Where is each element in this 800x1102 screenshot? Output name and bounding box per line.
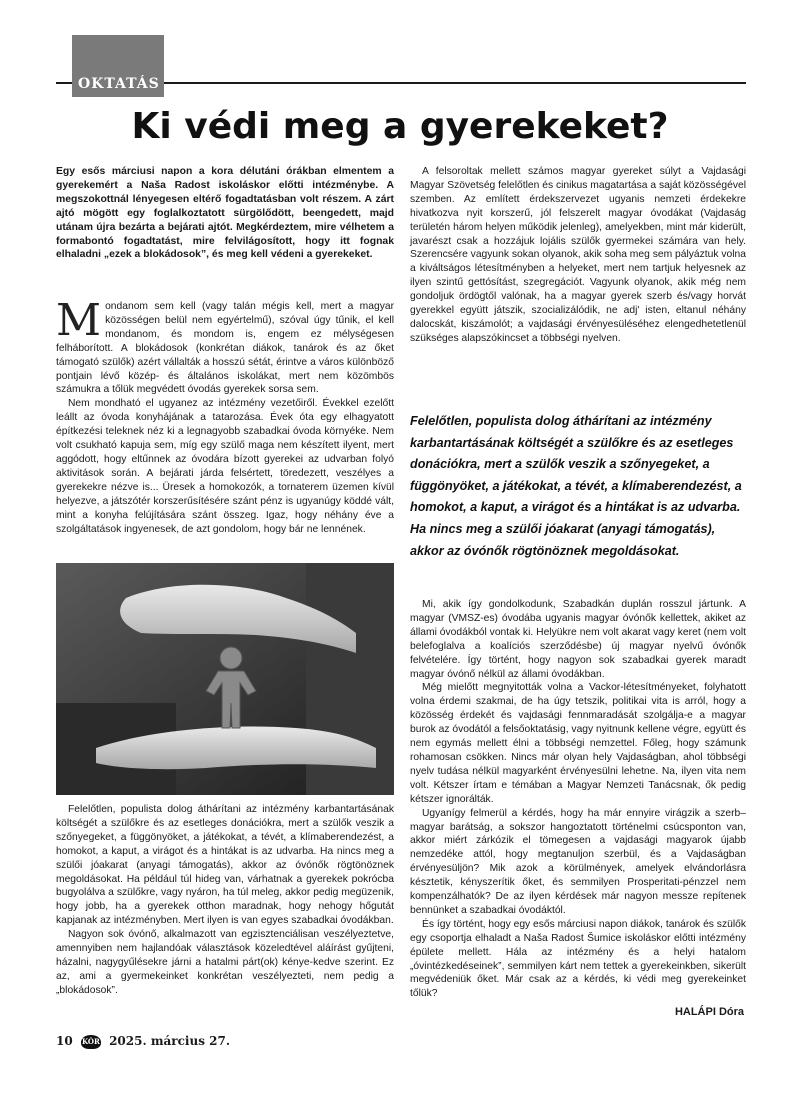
magazine-logo: KÓR xyxy=(81,1035,101,1049)
paragraph: És így történt, hogy egy esős márciusi napon diákok, tanárok és szülők egy csoportja elhaladt a Naša Radost Šumice iskoláskor előtti intézmény épülete mellett. Hála az intézmény és a helyi hatalom „óvintézkedéseinek”, semmilyen kárt nem tettek a gyerekeinkben, sikerült megvédeniük őket. Már csak az a kérdés, ki védi meg gyerekeinket tőlük? xyxy=(410,918,746,1000)
article-title: Ki védi meg a gyerekeket? xyxy=(131,106,669,147)
pull-quote: Felelőtlen, populista dolog áthárítani az intézmény karbantartásának költségét a szülőkre és az esetleges donációkra, mert a szülők veszik a szőnyegeket, a függönyöket, a játékokat, a tévét, a klímaberendezést, a homokot, a kaput, a virágot és a hintákat is az udvarba. Ha nincs meg a szülői jóakarat (anyagi támogatás), akkor az óvónők rögtönöznek megoldásokat. xyxy=(410,414,742,558)
author-byline: HALÁPI Dóra xyxy=(674,1006,744,1018)
section-label: OKTATÁS xyxy=(78,76,160,92)
issue-date: 2025. március 27. xyxy=(109,1034,231,1048)
paragraph: Még mielőtt megnyitották volna a Vackor-létesítményeket, folyhatott volna érdemi szakmai, de ha úgy tetszik, politikai vita is arról, hogy a közösség érdekét és vajdasági fennmaradását szolgálja-e a magyar burok az óvodától a felsőoktatásig, vagy nyitnunk kellene végre, együtt és nem egymás mellett élni a többségi nemzettel. Főleg, hogy számunk rohamosan csökken. Nincs már olyan hely Vajdaságban, ahol többségi nyelv tudása nélkül magyarként érvényesülni lehetne. Na, ilyen vita nem volt. Kétszer írtam e témában a Magyar Nemzeti Tanácsnak, ők pedig kétszer ignorálták. xyxy=(410,682,746,805)
drop-cap: M xyxy=(56,295,102,346)
page-footer xyxy=(56,1034,230,1049)
paragraph: Mondanom sem kell (vagy talán mégis kell, mert a magyar közösségen belül nem egyértelmű), szóval úgy tűnik, el kell mondanom, és mondom is, engem ez mélységesen felháborított. A blokádosok (konkrétan diákok, tanárok és az őket támogató szülők) azért vállalták a hosszú sétát, érintve a város különböző pontjain lévő közép- és általános iskolákat, mert nem közömbös számukra a tőlük megvédett óvodás gyerekek sorsa sem. xyxy=(56,295,394,396)
paragraph: Felelőtlen, populista dolog áthárítani az intézmény karbantartásának költségét a szülőkre és az esetleges donációkra, mert a szülők veszik a szőnyegeket, a függönyöket, a játékokat, a tévét, a klímaberendezést, a homokot, a kaput, a virágot és a hintákat is az udvarba. Ha nincs meg a szülői jóakarat (anyagi támogatás), akkor az óvónők rögtönöznek megoldásokat. Ha például túl hideg van, várhatnak a gyerekek pokrócba bugyolálva a szülőkre, vagy nyáron, ha túl meleg, akkor pedig megüzenik, hogy jobb, ha a gyerekek otthon maradnak, hogy nehogy hőgutát kapjanak az intézményben. Mert ilyen is van egyes szabadkai óvodákban. xyxy=(56,804,394,927)
paragraph: Mi, akik így gondolkodunk, Szabadkán duplán rosszul jártunk. A magyar (VMSZ-es) óvodába ugyanis magyar óvónők kellettek, akiket az állami óvodákból vontak ki. Helyükre nem volt akarat vagy keret (nem volt belefoglalva a koalíciós szerződésbe) új magyar nyelvű óvónők felvételére. Így történt, hogy nagyon sok szabadkai gyerek maradt magyar óvónő nélkül az állami óvodákban. xyxy=(410,599,746,680)
column-right-bottom xyxy=(410,598,746,1001)
paragraph: Nagyon sok óvónő, alkalmazott van egzisztenciálisan veszélyeztetve, amennyiben nem hajlandóak választások közeledtével aláírást gyűjteni, házalni, nagygyűlésekre járni a hatalmi párt(ok) kénye-kedve szerint. Ez az, ami a gyermekeinket konkrétan veszélyezteti, nem pedig a „blokádosok”. xyxy=(56,929,394,996)
article-lead: Egy esős márciusi napon a kora délutáni órákban elmentem a gyerekemért a Naša Radost iskoláskor előtti intézménybe. A megszokottnál lényegesen eltérő fogadtatásban volt részem. A zárt ajtó mögött egy foglalkoztatott sürgölődött, beengedett, majd utánam újra bezárta a bejárati ajtót. Megkérdeztem, mire vélhetem a formabontó fogadtatást, mire felvilágosított, hogy itt fognak elhaladni „ezek a blokádosok”, és meg kell védeni a gyerekeket. xyxy=(56,166,394,261)
column-left-bottom xyxy=(56,803,394,998)
page-number: 10 xyxy=(56,1034,73,1048)
column-right-top xyxy=(410,165,746,346)
paragraph: A felsoroltak mellett számos magyar gyereket súlyt a Vajdasági Magyar Szövetség felelőtlen és cinikus magatartása a saját közösségével szemben. Az említett érdekszervezet ugyanis nemzeti érdekekre hivatkozva nyit korszerű, jól felszerelt magyar óvodákat (Vajdaság területén három helyen működik jelenleg), amelyekben, mint már kiderült, javarészt csak a hozzájuk lojális szülők gyermekei számára van hely. Szerencsére vagyunk sokan olyanok, akik soha meg sem pályáztuk volna a kiváltságos létesítményben a helyeket, mert nem tartjuk helyesnek az ilyen szintű gettósítást, szegregációt. Vagyunk olyanok, akik még nem gondoljuk ördögtől valónak, ha a magyar gyerek szerb és/vagy horvát gyerekkel együtt játszik, szocializálódik, ne adj' isten, eltanul néhány dalocskát, kiszámolót; a vajdasági érvényesüléséhez elengedhetetlenül szükséges alapszókincset a többségi nyelven. xyxy=(410,166,746,344)
paragraph: Nem mondható el ugyanez az intézmény vezetőiről. Évekkel ezelőtt leállt az óvoda konyhájának a tatarozása. Évek óta egy elhagyatott építkezési teleknek néz ki a legnagyobb szabadkai óvoda környéke. Nem volt csukható kapuja sem, míg egy szülő maga nem készített ilyent, mert aggódott, hogy eltűnnek az óvodára bízott gyerekei az udvarban folyó aktivitások során. A bejárati járda felsértett, töredezett, veszélyes a gyerekekre nézve is... Üresek a homokozók, a tornaterem üzemen kívül helyezve, a játszótér korszerűsítésére szánt pénz is ugyanúgy köddé vált, mint a konyha felújítására szánt összeg. Igaz, hogy néhány éve a szolgáltatások ingyenesek, de azt gondolom, hogy bár ne lennének. xyxy=(56,398,394,535)
hands-protecting-figure-photo xyxy=(56,563,394,795)
paragraph: Ugyanígy felmerül a kérdés, hogy ha már ennyire virágzik a szerb–magyar barátság, a sokszor hangoztatott történelmi csúcsponton van, akkor miért zárkózik el tömegesen a vajdasági magyarok újabb nemzedéke attól, hogy megtanuljon szerbül, és a Vajdaságban érvényesüljön? Mik azok a körülmények, amelyek elvándorlásra késztetik, kényszerítik őket, és semmilyen Prosperitati-pénzzel nem kompenzálhatók? De az ilyen kérdések már nagyon messze repítenek bennünket a szabadkai óvodáktól. xyxy=(410,807,746,916)
column-left-top xyxy=(56,295,394,536)
